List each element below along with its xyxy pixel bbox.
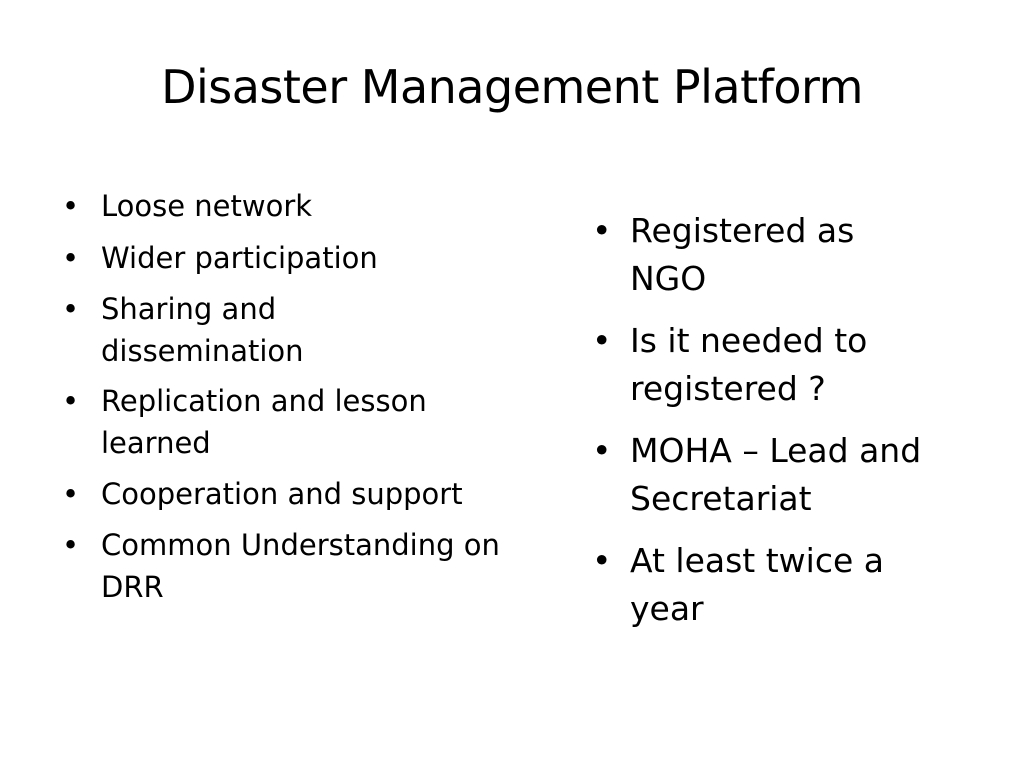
list-item (588, 537, 998, 633)
bullet-icon: • (62, 241, 80, 275)
list-item-text: Loose network (101, 189, 313, 223)
right-bullet-list (588, 207, 998, 647)
bullet-icon: • (62, 189, 80, 223)
list-item-text: Sharing and dissemination (101, 292, 304, 368)
list-item (58, 236, 558, 280)
list-item-text: MOHA – Lead and Secretariat (630, 431, 922, 518)
list-item (58, 380, 558, 464)
list-item-text: Common Understanding on DRR (101, 528, 500, 604)
left-bullet-list (58, 184, 558, 616)
list-item-text: At least twice a year (630, 541, 884, 628)
bullet-icon: • (592, 431, 612, 470)
bullet-icon: • (62, 292, 80, 326)
slide-title: Disaster Management Platform (161, 60, 863, 114)
list-item-text: Replication and lesson learned (101, 384, 427, 460)
list-item (588, 427, 998, 523)
list-item (588, 207, 998, 303)
list-item (58, 472, 558, 516)
bullet-icon: • (62, 477, 80, 511)
list-item (58, 524, 558, 608)
bullet-icon: • (592, 211, 612, 250)
list-item-text: Is it needed to registered ? (630, 321, 868, 408)
list-item-text: Cooperation and support (101, 477, 463, 511)
bullet-icon: • (62, 528, 80, 562)
list-item-text: Registered as NGO (630, 211, 855, 298)
list-item (58, 184, 558, 228)
bullet-icon: • (592, 541, 612, 580)
list-item-text: Wider participation (101, 241, 378, 275)
bullet-icon: • (592, 321, 612, 360)
list-item (58, 288, 558, 372)
bullet-icon: • (62, 384, 80, 418)
list-item (588, 317, 998, 413)
